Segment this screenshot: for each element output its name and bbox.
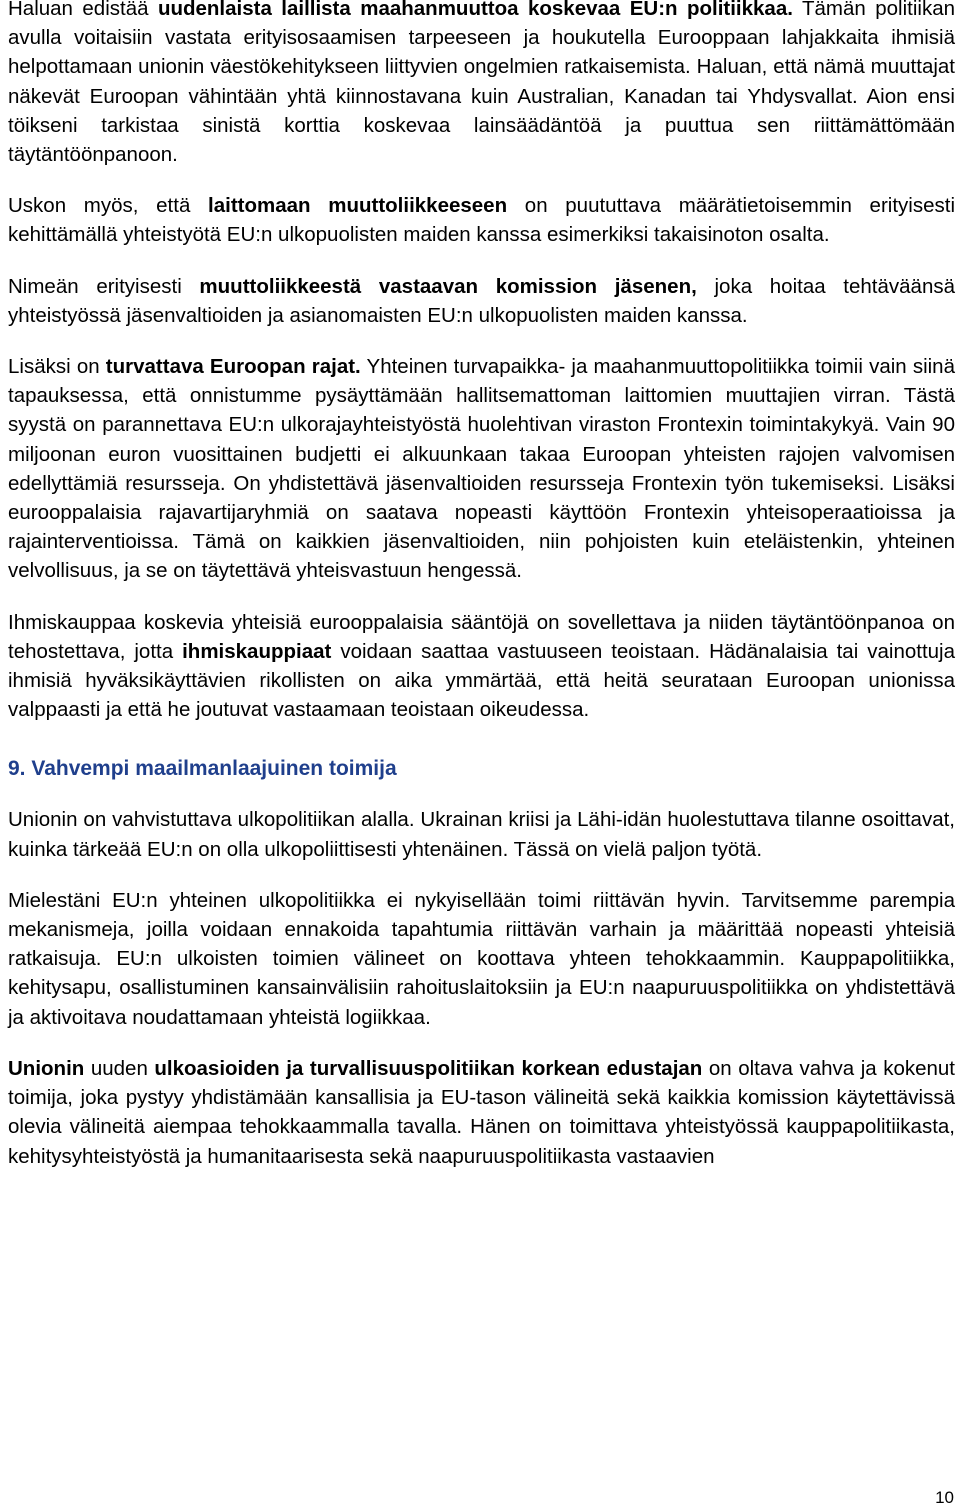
text-run: Yhteinen turvapaikka- ja maahanmuuttopolitiikka toimii vain siinä tapauksessa, että onnistumme pysäyttämään hallitsemattoman laittomien muuttajien virran. Tästä syystä on parannettava EU:n ulkorajayhteistyöstä huolehtivan viraston Frontexin toimintakykyä. Vain 90 miljoonan euron vuosittainen budjetti ei alkuunkaan takaa Euroopan yhteisten rajojen valvomisen edellyttämiä resursseja. On yhdistettävä jäsenvaltioiden resursseja Frontexin työn tukemiseksi. Lisäksi eurooppalaisia rajavartijaryhmiä on saatava nopeasti käyttöön Frontexin yhteisoperaatioissa ja rajainterventioissa. Tämä on kaikkien jäsenvaltioiden, niin pohjoisten kuin eteläistenkin, yhteinen velvollisuus, ja se on täytettävä yhteisvastuun hengessä.	[8, 355, 955, 583]
bold-text-run: laittomaan muuttoliikkeeseen	[208, 194, 508, 218]
text-run: voidaan saattaa vastuuseen teoistaan. Hädänalaisia tai vainottuja ihmisiä hyväksikäyttävien rikollisten on aika ymmärtää, että heitä seurataan Euroopan unionissa valppaasti ja että he joutuvat vastaamaan teoistaan oikeudessa.	[8, 639, 955, 722]
paragraph-spacer	[8, 169, 955, 191]
paragraph-high-representative	[8, 1054, 955, 1171]
bold-text-run: ulkoasioiden ja turvallisuuspolitiikan korkean edustajan	[154, 1056, 703, 1080]
bold-text-run: uudenlaista laillista maahanmuuttoa koskevaa EU:n politiikkaa.	[157, 0, 793, 20]
text-run: Ihmiskauppaa koskevia yhteisiä eurooppalaisia sääntöjä on sovellettava ja niiden täytäntöönpanoa on tehostettava, jotta	[8, 610, 955, 663]
bold-text-run: turvattava Euroopan rajat.	[105, 355, 361, 379]
paragraph-spacer	[8, 864, 955, 886]
section-spacer	[8, 724, 955, 754]
text-run: Tämän politiikan avulla voitaisiin vastata erityisosaamisen tarpeeseen ja houkutella Eurooppaan lahjakkaita ihmisiä helpottamaan unionin väestökehitykseen liittyvien ongelmien ratkaisemista. Haluan, että nämä muuttajat näkevät Euroopan vähintään yhtä kiinnostavana kuin Australian, Kanadan tai Yhdysvallat. Aion ensi töikseni tarkistaa sinistä korttia koskevaa lainsäädäntöä ja puuttua sen riittämättömään täytäntöönpanoon.	[8, 0, 955, 167]
paragraph-spacer	[8, 1032, 955, 1054]
text-run: on puututtava määrätietoisemmin erityisesti kehittämällä yhteistyötä EU:n ulkopuolisten maiden kanssa esimerkiksi takaisinoton osalta.	[8, 194, 955, 247]
bold-text-run: Unionin	[8, 1056, 85, 1080]
text-run: Uskon myös, että	[8, 194, 209, 218]
paragraph-spacer	[8, 330, 955, 352]
paragraph-spacer	[8, 586, 955, 608]
text-run: Lisäksi on	[8, 355, 106, 379]
text-run: on oltava vahva ja kokenut toimija, joka pystyy yhdistämään kansallisia ja EU-tason välineitä sekä kaikkia komission käytettävissä olevia välineitä aiempaa tehokkaammalla tavalla. Hänen on toimittava yhteistyössä kauppapolitiikasta, kehitysyhteistyöstä ja humanitaarisesta sekä naapuruuspolitiikasta vastaavien	[8, 1056, 955, 1168]
paragraph-trafficking	[8, 608, 955, 725]
paragraph-common-foreign-policy	[8, 886, 955, 1032]
paragraph-irregular-migration	[8, 191, 955, 249]
paragraph-foreign-policy	[8, 805, 955, 863]
text-run: uuden	[84, 1056, 155, 1080]
bold-text-run: muuttoliikkeestä vastaavan komission jäsenen,	[199, 274, 697, 298]
page-number: 10	[935, 1488, 954, 1507]
paragraph-borders	[8, 352, 955, 586]
text-run: Haluan edistää	[8, 0, 158, 20]
text-run: Mielestäni EU:n yhteinen ulkopolitiikka ei nykyisellään toimi riittävän hyvin. Tarvitsemme parempia mekanismeja, joilla voidaan ennakoida tapahtumia riittävän varhain ja määrittää nopeasti yhteisiä ratkaisuja. EU:n ulkoisten toimien välineet on koottava yhteen tehokkaammin. Kauppapolitiikka, kehitysapu, osallistuminen kansainvälisiin rahoituslaitoksiin ja EU:n naapuruuspolitiikka on yhdistettävä ja aktivoitava noudattamaan yhteistä logiikkaa.	[8, 888, 955, 1029]
text-run: joka hoitaa tehtäväänsä yhteistyössä jäsenvaltioiden ja asianomaisten EU:n ulkopuolisten maiden kanssa.	[8, 274, 955, 327]
bold-text-run: ihmiskauppiaat	[182, 639, 332, 663]
paragraph-migration-commissioner	[8, 272, 955, 330]
text-run: Nimeän erityisesti	[8, 274, 200, 298]
section-heading: 9. Vahvempi maailmanlaajuinen toimija	[8, 757, 397, 781]
paragraph-spacer	[8, 783, 955, 805]
paragraph-legal-migration	[8, 0, 955, 169]
text-run: Unionin on vahvistuttava ulkopolitiikan alalla. Ukrainan kriisi ja Lähi-idän huolestuttava tilanne osoittavat, kuinka tärkeää EU:n on olla ulkopoliittisesti yhtenäinen. Tässä on vielä paljon työtä.	[8, 808, 955, 861]
document-page	[8, 0, 955, 1171]
paragraph-spacer	[8, 250, 955, 272]
